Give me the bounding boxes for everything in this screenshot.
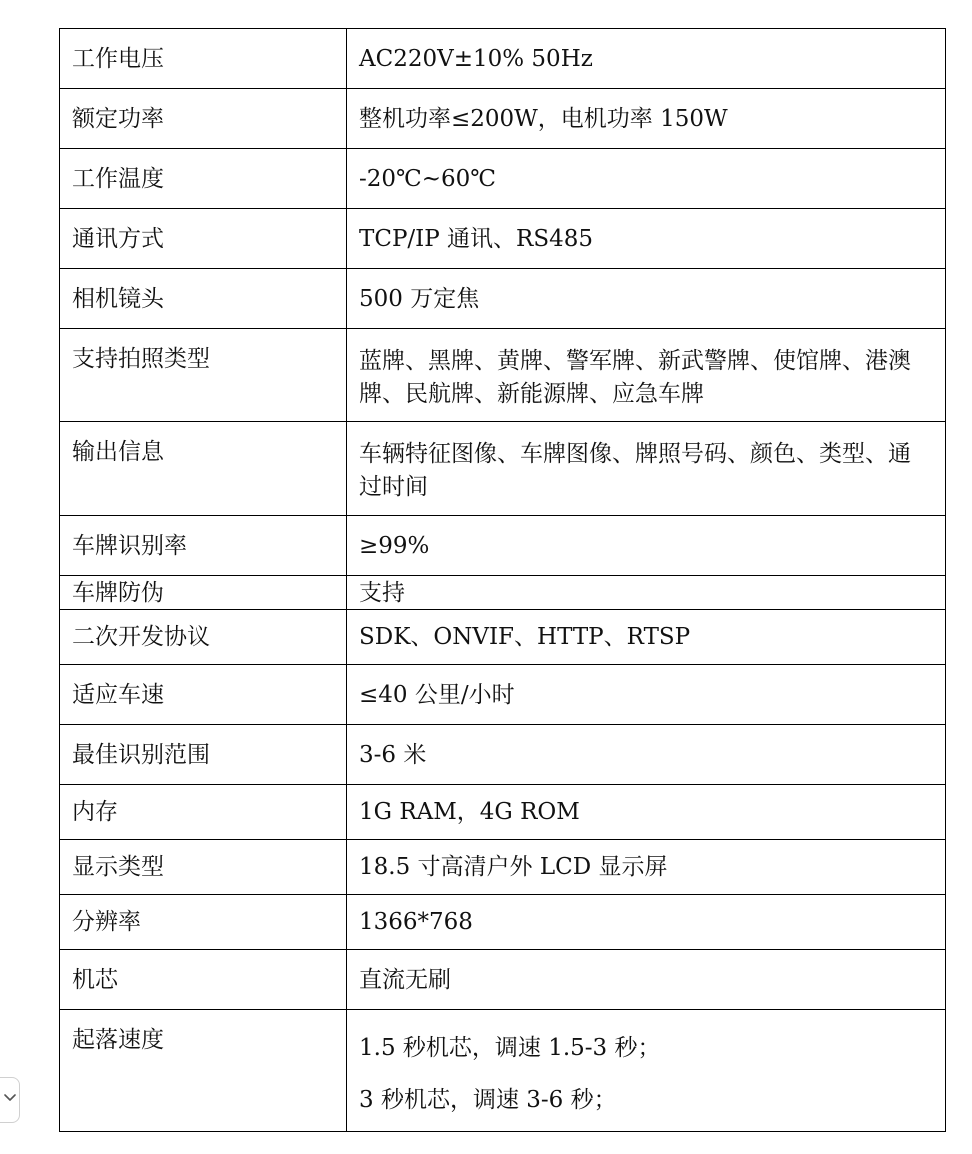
spec-value: AC220V±10% 50Hz xyxy=(347,29,946,89)
table-row xyxy=(60,785,946,840)
spec-label: 显示类型 xyxy=(60,840,347,895)
table-row xyxy=(60,422,946,516)
table-row xyxy=(60,329,946,422)
spec-value-line: 1.5 秒机芯，调速 1.5-3 秒； xyxy=(359,1035,661,1061)
spec-label: 工作温度 xyxy=(60,149,347,209)
spec-value xyxy=(347,1010,946,1132)
spec-value: 18.5 寸高清户外 LCD 显示屏 xyxy=(347,840,946,895)
table-row xyxy=(60,29,946,89)
spec-value: ≤40 公里/小时 xyxy=(347,665,946,725)
spec-label: 相机镜头 xyxy=(60,269,347,329)
table-row xyxy=(60,895,946,950)
table-row xyxy=(60,950,946,1010)
spec-value xyxy=(347,422,946,516)
table-row xyxy=(60,89,946,149)
spec-label: 分辨率 xyxy=(60,895,347,950)
table-row xyxy=(60,610,946,665)
spec-value: 1G RAM，4G ROM xyxy=(347,785,946,840)
table-row xyxy=(60,665,946,725)
spec-label: 二次开发协议 xyxy=(60,610,347,665)
spec-value: 1366*768 xyxy=(347,895,946,950)
spec-value: 500 万定焦 xyxy=(347,269,946,329)
spec-value-text: 车辆特征图像、车牌图像、牌照号码、颜色、类型、通过时间 xyxy=(359,441,911,500)
spec-label: 车牌防伪 xyxy=(60,576,347,610)
spec-value: 3-6 米 xyxy=(347,725,946,785)
spec-label: 工作电压 xyxy=(60,29,347,89)
spec-label: 输出信息 xyxy=(60,422,347,516)
spec-value: SDK、ONVIF、HTTP、RTSP xyxy=(347,610,946,665)
table-row xyxy=(60,1010,946,1132)
spec-label: 机芯 xyxy=(60,950,347,1010)
spec-label: 内存 xyxy=(60,785,347,840)
table-row xyxy=(60,840,946,895)
spec-label: 最佳识别范围 xyxy=(60,725,347,785)
spec-label: 适应车速 xyxy=(60,665,347,725)
spec-value-line: 3 秒机芯，调速 3-6 秒； xyxy=(359,1087,617,1113)
spec-value: TCP/IP 通讯、RS485 xyxy=(347,209,946,269)
spec-label: 支持拍照类型 xyxy=(60,329,347,422)
chevron-down-icon xyxy=(4,1094,16,1102)
spec-label: 通讯方式 xyxy=(60,209,347,269)
spec-value: -20℃~60℃ xyxy=(347,149,946,209)
table-row xyxy=(60,149,946,209)
table-row xyxy=(60,209,946,269)
collapse-toggle-button[interactable] xyxy=(0,1077,20,1123)
spec-value-text: 蓝牌、黑牌、黄牌、警军牌、新武警牌、使馆牌、港澳牌、民航牌、新能源牌、应急车牌 xyxy=(359,348,911,407)
spec-value: 支持 xyxy=(347,576,946,610)
spec-value: 整机功率≤200W，电机功率 150W xyxy=(347,89,946,149)
spec-label: 额定功率 xyxy=(60,89,347,149)
table-row xyxy=(60,516,946,576)
table-row xyxy=(60,269,946,329)
spec-value xyxy=(347,329,946,422)
table-row xyxy=(60,576,946,610)
spec-table xyxy=(59,28,946,1132)
spec-label: 车牌识别率 xyxy=(60,516,347,576)
spec-value: 直流无刷 xyxy=(347,950,946,1010)
spec-value: ≥99% xyxy=(347,516,946,576)
table-row xyxy=(60,725,946,785)
spec-label: 起落速度 xyxy=(60,1010,347,1132)
